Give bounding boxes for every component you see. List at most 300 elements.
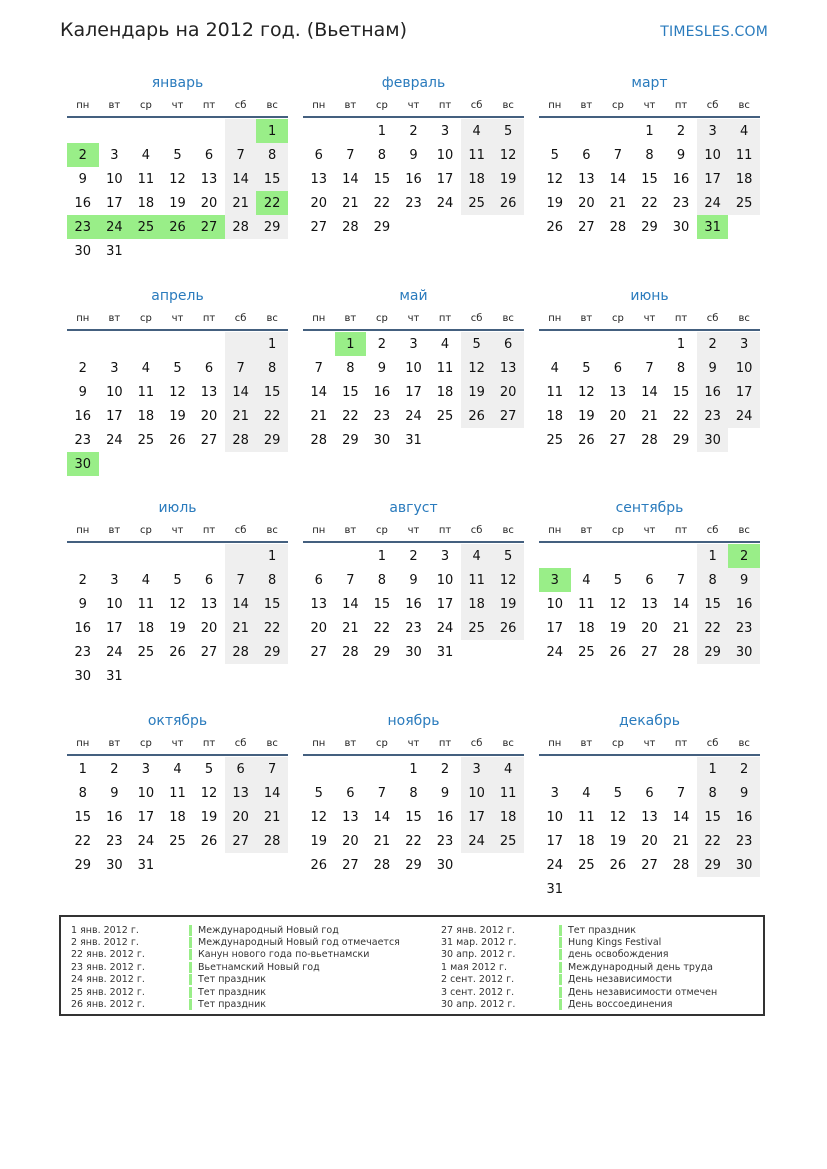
legend-date: 26 янв. 2012 г.	[71, 999, 145, 1011]
day-cell: 30	[67, 452, 99, 476]
legend-date: 30 апр. 2012 г.	[441, 949, 516, 961]
day-cell: 21	[256, 805, 288, 829]
day-cell: 2	[67, 143, 99, 167]
weekday-header	[539, 519, 760, 541]
day-cell: 30	[436, 857, 454, 873]
day-cell: 11	[461, 568, 493, 592]
day-cell: 6	[492, 332, 524, 356]
weekday-label: чт	[407, 312, 420, 324]
legend-row	[441, 961, 717, 973]
empty-cell	[256, 239, 288, 263]
day-cell: 28	[373, 857, 391, 873]
day-cell: 17	[546, 620, 564, 636]
month-block	[303, 497, 524, 664]
day-cell: 13	[200, 171, 218, 187]
day-cell: 15	[697, 592, 729, 616]
legend-holiday-name: Вьетнамский Новый год	[198, 961, 320, 973]
legend-row	[71, 974, 400, 986]
day-cell: 25	[546, 432, 564, 448]
day-cell: 3	[550, 785, 559, 801]
day-cell: 3	[110, 572, 119, 588]
day-cell: 15	[256, 380, 288, 404]
day-cell: 27	[492, 404, 524, 428]
day-cell: 20	[342, 833, 359, 849]
day-cell: 28	[672, 644, 690, 660]
day-cell: 25	[578, 857, 595, 873]
weekday-header	[67, 307, 288, 329]
day-cell: 9	[377, 360, 387, 376]
day-cell: 27	[578, 219, 595, 235]
empty-cell	[193, 664, 225, 688]
weekday-label: вт	[344, 99, 357, 111]
month-block	[539, 497, 760, 664]
day-cell: 14	[256, 781, 288, 805]
day-cell: 21	[609, 195, 627, 211]
day-cell: 13	[609, 384, 627, 400]
day-cell: 1	[256, 332, 288, 356]
day-cell: 29	[256, 428, 288, 452]
day-cell: 23	[74, 644, 92, 660]
empty-cell	[225, 239, 257, 263]
day-cell: 29	[256, 215, 288, 239]
day-cell: 30	[697, 428, 729, 452]
day-grid	[67, 119, 288, 263]
weekday-label: вт	[108, 737, 121, 749]
empty-cell	[162, 452, 194, 476]
empty-cell	[225, 452, 257, 476]
weekday-label: пн	[76, 99, 90, 111]
day-grid	[303, 332, 524, 452]
day-cell: 16	[672, 171, 690, 187]
day-cell: 25	[130, 215, 162, 239]
day-cell: 13	[310, 171, 328, 187]
day-cell: 20	[310, 620, 328, 636]
empty-cell	[162, 853, 194, 877]
weekday-label: чт	[407, 524, 420, 536]
header-rule	[303, 754, 524, 756]
day-cell: 9	[440, 785, 450, 801]
empty-cell	[130, 452, 162, 476]
weekday-label: пн	[312, 524, 326, 536]
day-cell: 28	[225, 215, 257, 239]
month-name: март	[631, 75, 668, 91]
day-cell: 29	[373, 219, 391, 235]
day-cell: 10	[405, 360, 422, 376]
day-cell: 9	[676, 147, 686, 163]
day-cell: 6	[314, 147, 323, 163]
day-cell: 7	[256, 757, 288, 781]
day-cell: 17	[461, 805, 493, 829]
empty-cell	[665, 544, 697, 568]
day-cell: 21	[342, 195, 359, 211]
empty-cell	[130, 544, 162, 568]
day-cell: 19	[492, 592, 524, 616]
empty-cell	[335, 119, 367, 143]
day-cell: 3	[440, 123, 450, 139]
empty-cell	[303, 544, 335, 568]
weekday-label: сб	[234, 524, 247, 536]
empty-cell	[256, 452, 288, 476]
day-cell: 13	[641, 809, 658, 825]
day-cell: 13	[578, 171, 595, 187]
day-cell: 20	[641, 620, 658, 636]
legend-row	[71, 924, 400, 936]
legend-date: 24 янв. 2012 г.	[71, 974, 145, 986]
day-cell: 3	[697, 119, 729, 143]
day-cell: 22	[641, 195, 658, 211]
empty-cell	[634, 877, 666, 901]
day-cell: 10	[546, 596, 564, 612]
day-cell: 8	[409, 785, 418, 801]
month-name: февраль	[381, 75, 446, 91]
legend-row	[441, 998, 717, 1010]
weekday-label: ср	[375, 737, 388, 749]
weekday-header	[67, 519, 288, 541]
weekday-label: сб	[234, 99, 247, 111]
day-cell: 1	[676, 336, 686, 352]
weekday-label: ср	[139, 737, 152, 749]
day-cell: 17	[546, 833, 564, 849]
day-cell: 16	[728, 592, 760, 616]
day-cell: 27	[641, 857, 658, 873]
day-cell: 17	[106, 408, 123, 424]
day-cell: 29	[74, 857, 92, 873]
legend-row	[71, 998, 400, 1010]
day-cell: 8	[346, 360, 355, 376]
weekday-label: ср	[139, 524, 152, 536]
legend-holiday-name: День независимости	[568, 974, 673, 986]
day-cell: 31	[106, 668, 123, 684]
empty-cell	[335, 757, 367, 781]
day-cell: 31	[697, 215, 729, 239]
legend-holiday-name: Тет праздник	[198, 986, 267, 998]
day-cell: 4	[728, 119, 760, 143]
day-cell: 4	[550, 360, 559, 376]
month-name: июль	[158, 500, 197, 516]
month-block	[539, 285, 760, 452]
day-cell: 5	[613, 572, 623, 588]
empty-cell	[461, 215, 493, 239]
day-cell: 3	[110, 147, 119, 163]
header-rule	[539, 754, 760, 756]
day-cell: 15	[342, 384, 359, 400]
legend-marker	[189, 962, 192, 973]
day-cell: 20	[641, 833, 658, 849]
weekday-label: вт	[580, 312, 593, 324]
day-cell: 18	[137, 408, 155, 424]
weekday-label: ср	[375, 524, 388, 536]
day-cell: 17	[405, 384, 422, 400]
weekday-label: чт	[643, 524, 656, 536]
weekday-label: чт	[171, 524, 184, 536]
day-cell: 22	[342, 408, 359, 424]
day-cell: 31	[436, 644, 454, 660]
legend-date: 27 янв. 2012 г.	[441, 924, 515, 936]
day-cell: 2	[377, 336, 387, 352]
empty-cell	[99, 452, 131, 476]
day-cell: 9	[409, 147, 418, 163]
weekday-label: пн	[312, 312, 326, 324]
day-cell: 30	[74, 668, 92, 684]
empty-cell	[539, 119, 571, 143]
day-grid	[303, 119, 524, 239]
empty-cell	[256, 664, 288, 688]
month-name: сентябрь	[615, 500, 684, 516]
day-cell: 5	[204, 761, 214, 777]
day-cell: 16	[728, 805, 760, 829]
day-cell: 20	[310, 195, 328, 211]
legend-marker	[189, 987, 192, 998]
month-block	[539, 72, 760, 239]
weekday-label: вт	[108, 99, 121, 111]
empty-cell	[225, 664, 257, 688]
day-grid	[539, 544, 760, 664]
legend-holiday-name: Международный день труда	[568, 961, 713, 973]
weekday-label: пт	[438, 99, 452, 111]
day-cell: 2	[697, 332, 729, 356]
day-cell: 8	[78, 785, 87, 801]
month-name: октябрь	[147, 713, 208, 729]
weekday-label: вс	[266, 737, 278, 749]
legend-marker	[189, 974, 192, 985]
weekday-label: пт	[202, 99, 216, 111]
day-cell: 10	[461, 781, 493, 805]
day-cell: 13	[200, 384, 218, 400]
day-cell: 26	[162, 215, 194, 239]
day-cell: 13	[200, 596, 218, 612]
legend-date: 22 янв. 2012 г.	[71, 949, 145, 961]
day-cell: 1	[409, 761, 418, 777]
day-cell: 29	[697, 853, 729, 877]
day-cell: 29	[373, 644, 391, 660]
day-cell: 24	[546, 644, 564, 660]
month-block	[67, 497, 288, 688]
day-cell: 4	[582, 785, 591, 801]
day-cell: 29	[697, 640, 729, 664]
day-cell: 3	[461, 757, 493, 781]
day-cell: 14	[342, 171, 359, 187]
day-cell: 25	[137, 644, 155, 660]
day-cell: 28	[310, 432, 328, 448]
weekday-label: сб	[234, 312, 247, 324]
day-cell: 23	[672, 195, 690, 211]
legend-holiday-name: Международный Новый год	[198, 924, 339, 936]
weekday-label: пт	[438, 312, 452, 324]
header-rule	[303, 116, 524, 118]
day-cell: 14	[225, 380, 257, 404]
weekday-label: чт	[643, 737, 656, 749]
legend-row	[71, 936, 400, 948]
day-cell: 19	[461, 380, 493, 404]
day-cell: 23	[405, 195, 422, 211]
day-cell: 8	[377, 147, 387, 163]
day-cell: 25	[436, 408, 454, 424]
day-cell: 14	[641, 384, 658, 400]
day-cell: 3	[440, 548, 450, 564]
day-cell: 23	[67, 215, 99, 239]
day-cell: 8	[645, 147, 654, 163]
day-cell: 1	[256, 119, 288, 143]
day-cell: 25	[492, 829, 524, 853]
day-cell: 23	[74, 432, 92, 448]
weekday-label: сб	[234, 737, 247, 749]
day-cell: 4	[173, 761, 182, 777]
empty-cell	[130, 239, 162, 263]
empty-cell	[67, 544, 99, 568]
day-cell: 7	[346, 147, 355, 163]
empty-cell	[602, 119, 634, 143]
weekday-label: пн	[76, 312, 90, 324]
empty-cell	[492, 428, 524, 452]
day-cell: 21	[225, 616, 257, 640]
day-cell: 10	[728, 356, 760, 380]
empty-cell	[539, 332, 571, 356]
day-cell: 14	[672, 809, 690, 825]
empty-cell	[665, 757, 697, 781]
weekday-header	[303, 519, 524, 541]
header-rule	[67, 541, 288, 543]
day-cell: 6	[645, 572, 654, 588]
day-cell: 13	[492, 356, 524, 380]
day-cell: 17	[697, 167, 729, 191]
weekday-label: пн	[548, 524, 562, 536]
empty-cell	[429, 215, 461, 239]
legend-holiday-name: Международный Новый год отмечается	[198, 937, 400, 949]
day-cell: 18	[461, 167, 493, 191]
weekday-label: вт	[580, 737, 593, 749]
weekday-label: сб	[706, 524, 719, 536]
empty-cell	[571, 332, 603, 356]
weekday-label: сб	[706, 312, 719, 324]
legend-row	[71, 949, 400, 961]
brand-link[interactable]: TIMESLES.COM	[660, 24, 768, 40]
header-rule	[67, 329, 288, 331]
empty-cell	[193, 452, 225, 476]
day-cell: 20	[200, 620, 218, 636]
weekday-label: ср	[611, 524, 624, 536]
empty-cell	[461, 853, 493, 877]
empty-cell	[634, 757, 666, 781]
day-cell: 12	[492, 143, 524, 167]
empty-cell	[697, 877, 729, 901]
day-grid	[67, 332, 288, 476]
day-cell: 18	[461, 592, 493, 616]
weekday-label: пт	[202, 524, 216, 536]
day-cell: 22	[373, 620, 391, 636]
day-cell: 19	[578, 408, 595, 424]
day-grid	[539, 757, 760, 901]
weekday-header	[539, 732, 760, 754]
month-block	[303, 710, 524, 877]
empty-cell	[366, 757, 398, 781]
header-rule	[67, 754, 288, 756]
day-cell: 24	[137, 833, 155, 849]
legend-marker	[189, 949, 192, 960]
month-name: июнь	[630, 288, 669, 304]
day-cell: 22	[697, 829, 729, 853]
weekday-label: вт	[344, 312, 357, 324]
weekday-label: чт	[407, 737, 420, 749]
day-grid	[303, 757, 524, 877]
legend-marker	[189, 937, 192, 948]
day-cell: 1	[78, 761, 87, 777]
weekday-label: вс	[502, 524, 514, 536]
weekday-label: пт	[438, 524, 452, 536]
day-cell: 7	[377, 785, 387, 801]
day-cell: 28	[672, 857, 690, 873]
weekday-label: пт	[674, 524, 688, 536]
day-cell: 18	[578, 833, 595, 849]
day-cell: 5	[492, 544, 524, 568]
day-cell: 19	[609, 620, 627, 636]
day-cell: 29	[641, 219, 658, 235]
legend-date: 31 мар. 2012 г.	[441, 937, 517, 949]
day-cell: 22	[256, 616, 288, 640]
weekday-header	[67, 94, 288, 116]
month-block	[303, 285, 524, 452]
month-block	[539, 710, 760, 901]
day-cell: 11	[436, 360, 454, 376]
weekday-label: вт	[344, 737, 357, 749]
empty-cell	[602, 544, 634, 568]
day-cell: 8	[256, 568, 288, 592]
day-cell: 24	[106, 432, 123, 448]
day-cell: 21	[672, 833, 690, 849]
legend-date: 3 сент. 2012 г.	[441, 986, 515, 998]
day-cell: 26	[492, 191, 524, 215]
day-cell: 10	[436, 572, 454, 588]
legend-date: 2 сент. 2012 г.	[441, 974, 515, 986]
day-cell: 6	[204, 572, 214, 588]
day-cell: 29	[342, 432, 359, 448]
empty-cell	[602, 877, 634, 901]
weekday-label: вс	[738, 737, 750, 749]
day-cell: 11	[137, 384, 155, 400]
day-cell: 6	[204, 360, 214, 376]
day-cell: 3	[141, 761, 151, 777]
header-rule	[67, 116, 288, 118]
empty-cell	[99, 332, 131, 356]
day-cell: 4	[141, 572, 151, 588]
day-cell: 30	[728, 853, 760, 877]
day-cell: 25	[728, 191, 760, 215]
empty-cell	[665, 877, 697, 901]
weekday-label: чт	[407, 99, 420, 111]
day-cell: 4	[582, 572, 591, 588]
day-cell: 20	[492, 380, 524, 404]
empty-cell	[225, 119, 257, 143]
empty-cell	[634, 544, 666, 568]
weekday-label: чт	[171, 737, 184, 749]
weekday-label: вс	[266, 99, 278, 111]
day-cell: 23	[373, 408, 391, 424]
day-cell: 24	[546, 857, 564, 873]
empty-cell	[335, 544, 367, 568]
day-grid	[67, 544, 288, 688]
day-cell: 6	[582, 147, 591, 163]
day-cell: 16	[373, 384, 391, 400]
day-cell: 22	[697, 616, 729, 640]
day-cell: 23	[697, 404, 729, 428]
empty-cell	[492, 215, 524, 239]
day-cell: 16	[436, 809, 454, 825]
day-cell: 2	[440, 761, 450, 777]
day-cell: 10	[106, 171, 123, 187]
empty-cell	[130, 332, 162, 356]
day-cell: 19	[609, 833, 627, 849]
empty-cell	[728, 877, 760, 901]
day-cell: 5	[550, 147, 559, 163]
